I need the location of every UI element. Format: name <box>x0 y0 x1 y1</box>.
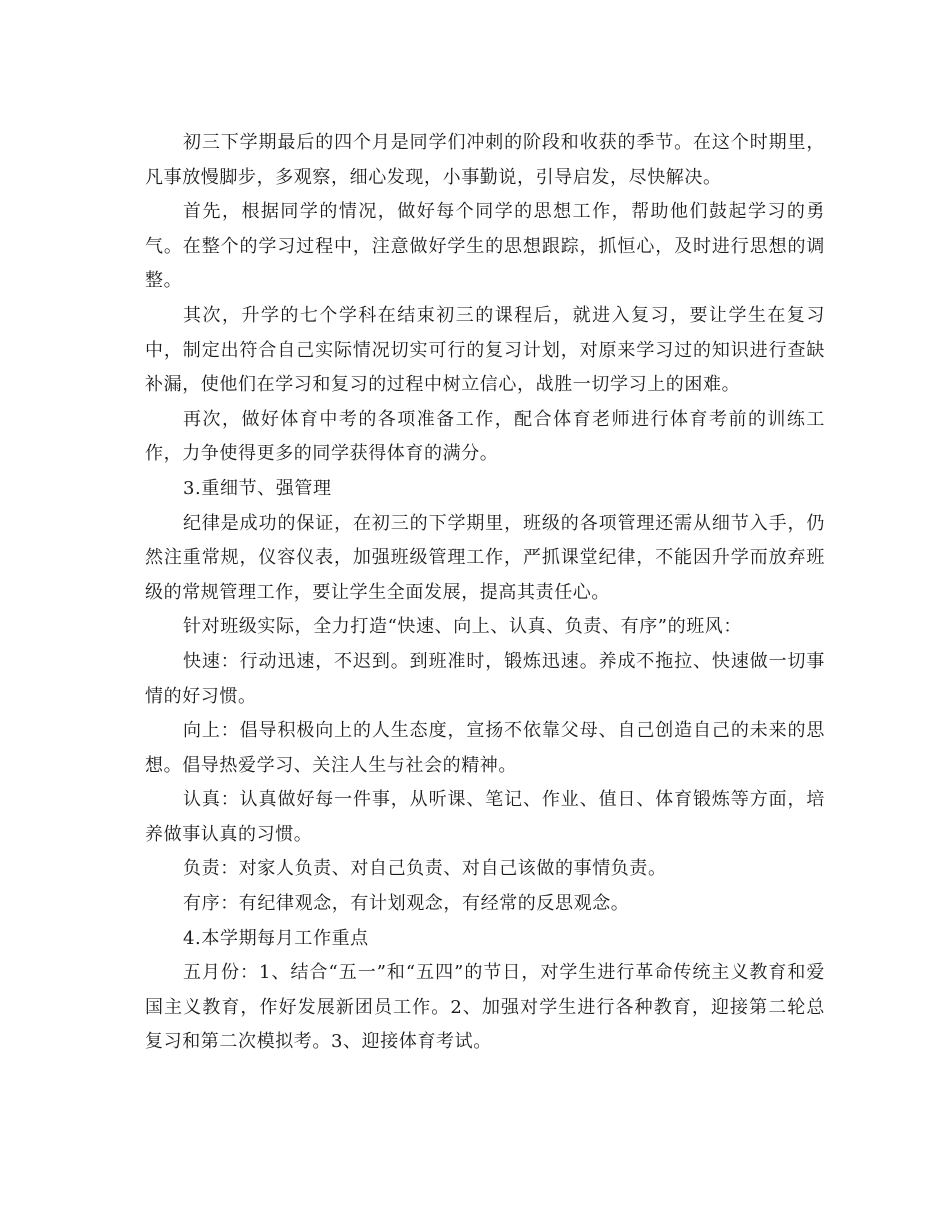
section-heading-4: 4.本学期每月工作重点 <box>183 927 369 949</box>
document-body <box>145 126 825 1060</box>
section-heading-3: 3.重细节、强管理 <box>183 477 332 499</box>
paragraph-third: 再次，做好体育中考的各项准备工作，配合体育老师进行体育考前的训练工作，力争使得更多的同学获得体育的满分。 <box>145 408 825 465</box>
paragraph-responsible: 负责：对家人负责、对自己负责、对自己该做的事情负责。 <box>183 858 667 880</box>
paragraph-orderly: 有序：有纪律观念，有计划观念，有经常的反思观念。 <box>183 893 630 915</box>
paragraph-discipline: 纪律是成功的保证，在初三的下学期里，班级的各项管理还需从细节入手，仍然注重常规，仪容仪表，加强班级管理工作，严抓课堂纪律，不能因升学而放弃班级的常规管理工作，要让学生全面发展，提高其责任心。 <box>145 512 825 603</box>
paragraph-upward: 向上：倡导积极向上的人生态度，宣扬不依靠父母、自己创造自己的未来的思想。倡导热爱学习、关注人生与社会的精神。 <box>145 720 825 776</box>
paragraph-intro: 初三下学期最后的四个月是同学们冲刺的阶段和收获的季节。在这个时期里，凡事放慢脚步，多观察，细心发现，小事勤说，引导启发，尽快解决。 <box>145 132 825 188</box>
paragraph-earnest: 认真：认真做好每一件事，从听课、笔记、作业、值日、体育锻炼等方面，培养做事认真的习惯。 <box>145 789 825 845</box>
paragraph-first: 首先，根据同学的情况，做好每个同学的思想工作，帮助他们鼓起学习的勇气。在整个的学习过程中，注意做好学生的思想跟踪，抓恒心，及时进行思想的调整。 <box>145 201 825 292</box>
paragraph-may: 五月份：1、结合“五一”和“五四”的节日，对学生进行革命传统主义教育和爱国主义教育，作好发展新团员工作。2、加强对学生进行各种教育，迎接第二轮总复习和第二次模拟考。3、迎接体育考试。 <box>145 962 825 1053</box>
paragraph-class-style: 针对班级实际，全力打造“快速、向上、认真、负责、有序”的班风： <box>183 616 743 638</box>
paragraph-fast: 快速：行动迅速，不迟到。到班准时，锻炼迅速。养成不拖拉、快速做一切事情的好习惯。 <box>145 650 825 707</box>
paragraph-second: 其次，升学的七个学科在结束初三的课程后，就进入复习，要让学生在复习中，制定出符合自己实际情况切实可行的复习计划，对原来学习过的知识进行查缺补漏，使他们在学习和复习的过程中树立信心，战胜一切学习上的困难。 <box>145 304 825 396</box>
